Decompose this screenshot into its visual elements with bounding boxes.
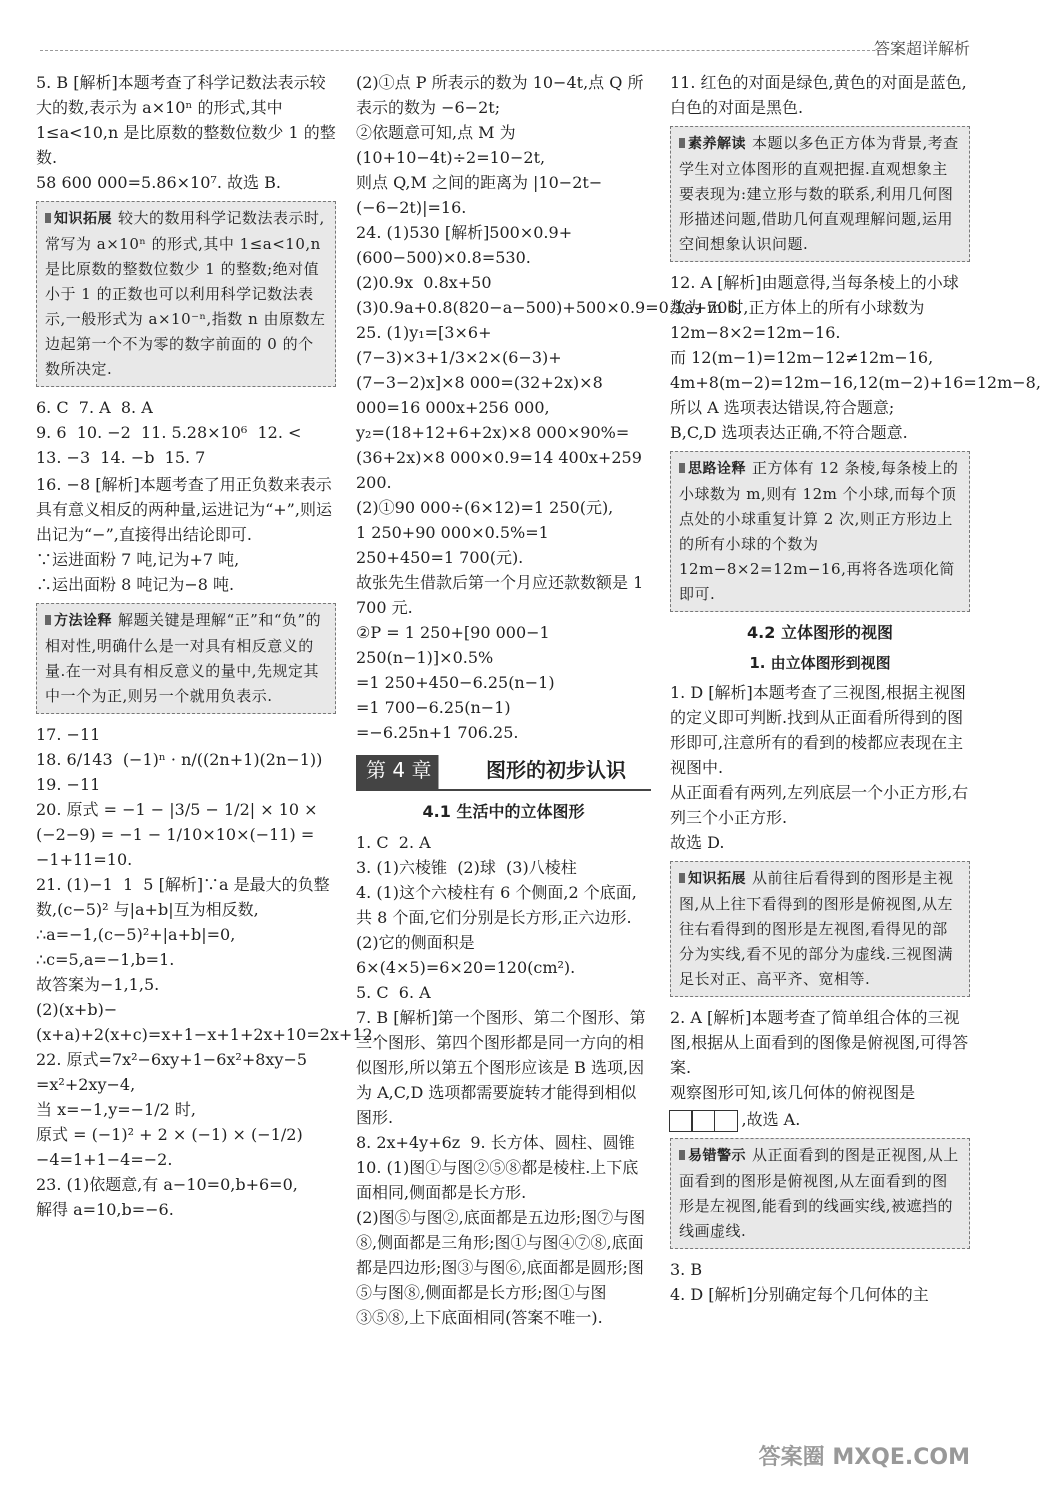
answer-line: 4. D [解析]分别确定每个几何体的主 (670, 1285, 929, 1304)
answer-line: ∴a=−1,(c−5)²+|a+b|=0, (36, 925, 236, 944)
answer-line: (2)①90 000÷(6×12)=1 250(元), (356, 498, 614, 517)
answer-line: 58 600 000=5.86×10⁷. 故选 B. (36, 173, 281, 192)
answer-line: 7. B [解析]第一个图形、第二个图形、第三个图形、第四个图形都是同一方向的相似图形,所以第五个图形应该是 B 选项,因为 A,C,D 选项都需要旋转才能得到相似图形. (356, 1008, 646, 1127)
answer-line: (2)它的侧面积是 6×(4×5)=6×20=120(cm²). (356, 933, 576, 977)
answer-line: 23. (1)依题意,有 a−10=0,b+6=0, (36, 1175, 298, 1194)
answer-line: 17. −11 (36, 725, 101, 744)
top-view-figure (670, 1107, 970, 1132)
answer-line: 故张先生借款后第一个月应还款数额是 1 700 元. (356, 573, 649, 617)
note-box-title: 知识拓展 (45, 211, 112, 227)
answer-line: 10. (1)图①与图②⑤⑧都是棱柱.上下底面相同,侧面都是长方形. (356, 1158, 639, 1202)
answer-line: 3. (1)六棱锥 (2)球 (3)八棱柱 (356, 858, 577, 877)
square-cell (691, 1110, 715, 1132)
answer-line: 则点 Q,M 之间的距离为 |10−2t−(−6−2t)|=16. (356, 173, 603, 217)
watermark: 答案圈 MXQE.COM (758, 1445, 970, 1470)
answer-line: 18. 6/143 (−1)ⁿ · n/((2n+1)(2n−1)) (36, 750, 323, 769)
answer-entry (36, 395, 336, 470)
answer-line: 20. 原式 = −1 − |3/5 − 1/2| × 10 × (−2−9) = −1 − 1/10×10×(−11) = −1+11=10. (36, 800, 323, 869)
chapter-title: 图形的初步认识 (486, 758, 626, 782)
answer-entry (36, 70, 336, 195)
answer-line: 从正面看有两列,左列底层一个小正方形,右列三个小正方形. (670, 783, 969, 827)
answer-line: 25. (1)y₁=[3×6+(7−3)×3+1/3×2×(6−3)+(7−3−2)x]×8 000=(32+2x)×8 000=16 000x+256 000, (356, 323, 608, 417)
note-box-text: 从正面看到的图是正视图,从上面看到的图形是俯视图,从左面看到的图形是左视图,能看到的线画实线,被遮挡的线画虚线. (679, 1146, 959, 1240)
note-box-title: 思路诠释 (679, 461, 746, 477)
chapter-banner (356, 755, 651, 791)
answer-line: =1 250+450−6.25(n−1) (356, 673, 555, 692)
answer-line: 21. (1)−1 1 5 [解析]∵a 是最大的负整数,(c−5)² 与|a+b|互为相反数, (36, 875, 330, 919)
answer-line: ②P = 1 250+[90 000−1 250(n−1)]×0.5% (356, 623, 555, 667)
note-box-text: 正方体有 12 条棱,每条棱上的小球数为 m,则有 12m 个小球,而每个顶点处的小球重复计算 2 次,则正方形边上的所有小球的个数为 12m−8×2=12m−16,再将各选项化简即可. (679, 459, 959, 603)
note-box-text: 较大的数用科学记数法表示时,常写为 a×10ⁿ 的形式,其中 1≤a<10,n 是比原数的整数位数少 1 的整数;绝对值小于 1 的正数也可以利用科学记数法表示,一般形式为 a×10⁻ⁿ,指数 n 由原数左边起第一个不为零的数字前面的 0 的个数所决定. (45, 209, 326, 378)
answer-line: 9. 6 10. −2 11. 5.28×10⁶ 12. < (36, 423, 302, 442)
answer-line: ∴c=5,a=−1,b=1. (36, 950, 175, 969)
answer-line: 12. A [解析]由题意得,当每条棱上的小球数为 m 时,正方体上的所有小球数为 12m−8×2=12m−16. (670, 273, 959, 342)
answer-line: 当 x=−1,y=−1/2 时, (36, 1100, 196, 1119)
answer-line: =−6.25n+1 706.25. (356, 723, 519, 742)
answer-entry (670, 70, 970, 120)
answer-entry (670, 680, 970, 855)
chapter-number: 第 4 章 (366, 758, 432, 782)
answer-line: 22. 原式=7x²−6xy+1−6x²+8xy−5 =x²+2xy−4, (36, 1050, 313, 1094)
answer-entry (36, 472, 336, 597)
square-cell (714, 1110, 738, 1132)
note-box-text: 本题以多色正方体为背景,考查学生对立体图形的直观把握.直观想象主要表现为:建立形与数的联系,利用几何图形描述问题,借助几何直观理解问题,运用空间想象认识问题. (679, 134, 959, 253)
answer-line: 5. B [解析]本题考查了科学记数法表示较大的数,表示为 a×10ⁿ 的形式,其中 1≤a<10,n 是比原数的整数位数少 1 的整数. (36, 73, 336, 167)
answer-entry (356, 830, 651, 1330)
note-box-text: 从前往后看得到的图形是主视图,从上往下看得到的图形是俯视图,从左往右看得到的图形是左视图,看得见的部分为实线,看不见的部分为虚线.三视图满足长对正、高平齐、宽相等. (679, 869, 954, 988)
answer-line: ②依题意可知,点 M 为(10+10−4t)÷2=10−2t, (356, 123, 546, 167)
answer-line: 4m+8(m−2)=12m−16,12(m−2)+16=12m−8, (670, 373, 1041, 392)
note-box-title: 方法诠释 (45, 613, 112, 629)
note-box-title: 素养解读 (679, 136, 746, 152)
answer-line: 原式 = (−1)² + 2 × (−1) × (−1/2) −4=1+1−4=−2. (36, 1125, 308, 1169)
answer-line: (2)0.9x 0.8x+50 (356, 273, 492, 292)
answer-line: 观察图形可知,该几何体的俯视图是 (670, 1083, 916, 1102)
answer-line: 16. −8 [解析]本题考查了用正负数来表示具有意义相反的两种量,运进记为“+”,则运出记为“−”,直接得出结论即可. (36, 475, 332, 544)
answer-line: ∴运出面粉 8 吨记为−8 吨. (36, 575, 235, 594)
note-box (36, 603, 336, 714)
answer-entry (670, 270, 1041, 445)
three-squares-figure (670, 1110, 738, 1132)
answer-line: 11. 红色的对面是绿色,黄色的对面是蓝色,白色的对面是黑色. (670, 73, 967, 117)
note-box (670, 861, 970, 997)
answer-line: =1 700−6.25(n−1) (356, 698, 511, 717)
column-right (670, 70, 1041, 1309)
answer-line: 故选 D. (670, 833, 725, 852)
answer-line: 13. −3 14. −b 15. 7 (36, 448, 206, 467)
answer-line: 1. C 2. A (356, 833, 431, 852)
answer-line: 2. A [解析]本题考查了简单组合体的三视图,根据从上面看到的图像是俯视图,可得答案. (670, 1008, 969, 1077)
note-box (670, 1138, 970, 1249)
note-box-text: 解题关键是理解“正”和“负”的相对性,明确什么是一对具有相反意义的量.在一对具有相反意义的量中,先规定其中一个为正,则另一个就用负表示. (45, 611, 322, 705)
answer-line: 24. (1)530 [解析]500×0.9+(600−500)×0.8=530. (356, 223, 573, 267)
answer-line: ,故选 A. (741, 1110, 801, 1129)
answer-line: 4. (1)这个六棱柱有 6 个侧面,2 个底面,共 8 个面,它们分别是长方形,正六边形. (356, 883, 637, 927)
answer-line: 6. C 7. A 8. A (36, 398, 153, 417)
answer-line: 5. C 6. A (356, 983, 431, 1002)
answer-line: (3)0.9a+0.8(820−a−500)+500×0.9=0.1a+706. (356, 298, 743, 317)
answer-line: 19. −11 (36, 775, 101, 794)
answer-line: 解得 a=10,b=−6. (36, 1200, 174, 1219)
answer-line: 而 12(m−1)=12m−12≠12m−16, (670, 348, 934, 367)
answer-line: 所以 A 选项表达错误,符合题意; (670, 398, 895, 417)
answer-line: 3. B (670, 1260, 703, 1279)
subsection-heading: 1. 由立体图形到视图 (749, 654, 891, 672)
answer-line: 故答案为−1,1,5. (36, 975, 160, 994)
note-box-title: 易错警示 (679, 1148, 746, 1164)
answer-line: ∵运进面粉 7 吨,记为+7 吨, (36, 550, 240, 569)
answer-entry (670, 1005, 970, 1105)
answer-entry (670, 1257, 970, 1307)
note-box (670, 451, 970, 612)
answer-line: 1. D [解析]本题考查了三视图,根据主视图的定义即可判断.找到从正面看所得到的图形即可,注意所有的看到的棱都应表现在主视图中. (670, 683, 966, 777)
answer-line: (2)(x+b)−(x+a)+2(x+c)=x+1−x+1+2x+10=2x+12. (36, 1000, 378, 1044)
answer-line: (2)图⑤与图②,底面都是五边形;图⑦与图⑧,侧面都是三角形;图①与图④⑦⑧,底面都是四边形;图③与图⑥,底面都是圆形;图⑤与图⑧,侧面都是长方形;图①与图③⑤⑧,上下底面相同(答案不唯一). (356, 1208, 646, 1327)
section-heading: 4.2 立体图形的视图 (747, 623, 893, 642)
header-title: 答案超详解析 (873, 39, 970, 58)
note-box (670, 126, 970, 262)
section-heading: 4.1 生活中的立体图形 (422, 802, 585, 821)
square-cell (669, 1110, 693, 1132)
answer-line: B,C,D 选项表达正确,不符合题意. (670, 423, 908, 442)
answer-line: y₂=(18+12+6+2x)×8 000×90%=(36+2x)×8 000×0.9=14 400x+259 200. (356, 423, 647, 492)
answer-line: (2)①点 P 所表示的数为 10−4t,点 Q 所表示的数为 −6−2t; (356, 73, 644, 117)
note-box (36, 201, 336, 387)
answer-entry (36, 722, 378, 1222)
answer-line: 8. 2x+4y+6z 9. 长方体、圆柱、圆锥 (356, 1133, 635, 1152)
answer-line: 1 250+90 000×0.5%=1 250+450=1 700(元). (356, 523, 554, 567)
note-box-title: 知识拓展 (679, 871, 746, 887)
header-rule (40, 50, 880, 51)
column-left (36, 70, 378, 1224)
